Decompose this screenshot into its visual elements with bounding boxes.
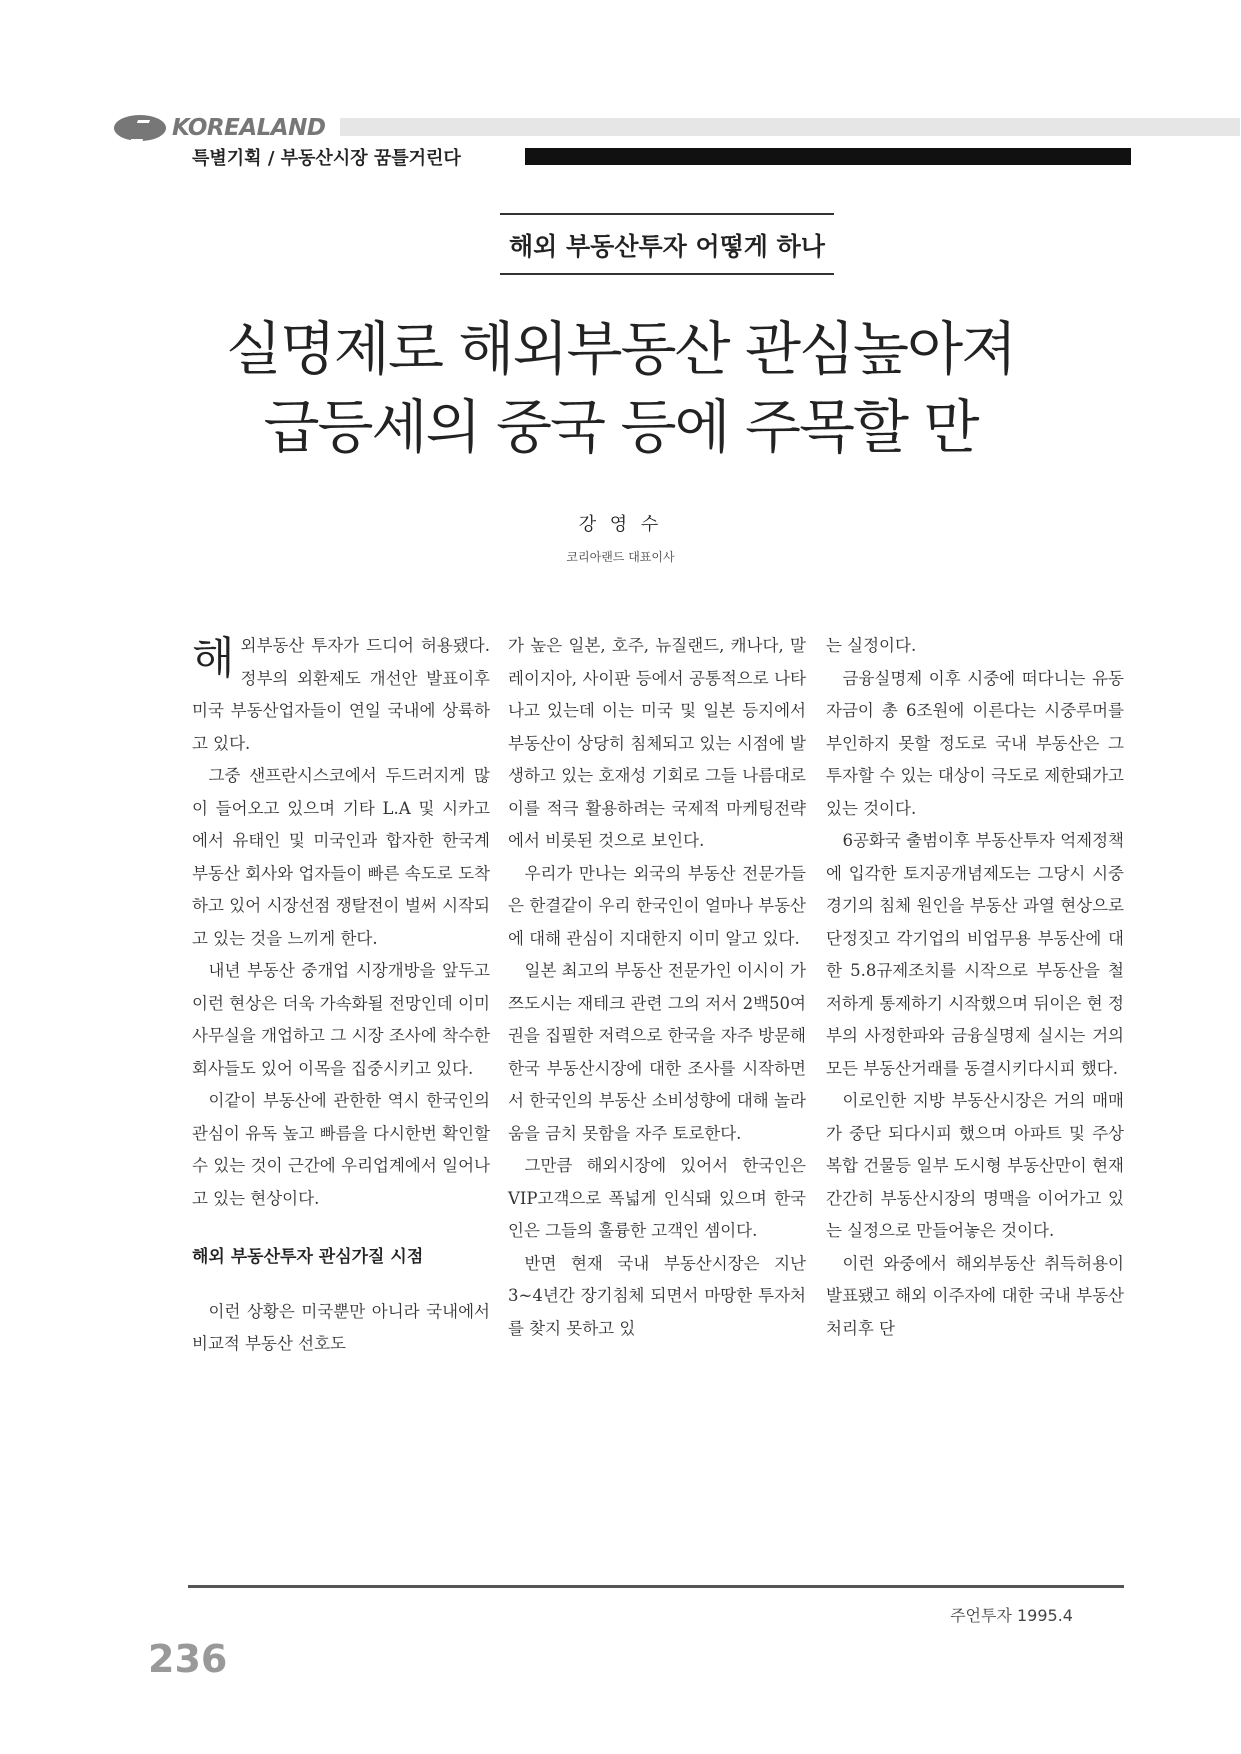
- section-title: 특별기획 / 부동산시장 꿈틀거린다: [192, 148, 461, 169]
- paragraph: 내년 부동산 중개업 시장개방을 앞두고 이런 현상은 더욱 가속화될 전망인데 이미 사무실을 개업하고 그 시장 조사에 착수한 회사들도 있어 이목을 집중시키고 있다.: [192, 961, 490, 1078]
- logo-text: KOREALAND: [172, 115, 326, 141]
- column-2: [508, 630, 806, 1345]
- subtitle-box: [500, 213, 834, 275]
- paragraph: 그중 샌프란시스코에서 두드러지게 많이 들어오고 있으며 기타 L.A 및 시카고에서 유태인 및 미국인과 합자한 한국계 부동산 회사와 업자들이 빠른 속도로 도착하고 있어 시장선점 쟁탈전이 벌써 시작되고 있는 것을 느끼게 한다.: [192, 766, 490, 948]
- publication-info: 주언투자 1995.4: [950, 1606, 1073, 1625]
- paragraph: 는 실정이다.: [826, 636, 917, 655]
- paragraph: 우리가 만나는 외국의 부동산 전문가들은 한결같이 우리 한국인이 얼마나 부동산에 대해 관심이 지대한지 이미 알고 있다.: [508, 863, 806, 948]
- paragraph: 이로인한 지방 부동산시장은 거의 매매가 중단 되다시피 했으며 아파트 및 주상복합 건물등 일부 도시형 부동산만이 현재 간간히 부동산시장의 명맥을 이어가고 있는 실정으로 만들어놓은 것이다.: [826, 1091, 1124, 1240]
- drop-cap: 해: [192, 633, 235, 684]
- korealand-logo-icon: [114, 115, 166, 141]
- header-gray-bar: [340, 118, 1240, 136]
- author-name: 강 영 수: [578, 514, 663, 535]
- korealand-logo: [114, 113, 325, 143]
- paragraph: [192, 630, 490, 760]
- paragraph: 이런 상황은 미국뿐만 아니라 국내에서 비교적 부동산 선호도: [192, 1301, 490, 1353]
- headline-line-1: 실명제로 해외부동산 관심높아져: [225, 315, 1016, 383]
- header-black-bar: [525, 148, 1131, 165]
- headline: [0, 310, 1241, 466]
- paragraph: 이같이 부동산에 관한한 역시 한국인의 관심이 유독 높고 빠름을 다시한번 확인할 수 있는 것이 근간에 우리업계에서 일어나고 있는 현상이다.: [192, 1091, 490, 1208]
- paragraph: 6공화국 출범이후 부동산투자 억제정책에 입각한 토지공개념제도는 그당시 시중경기의 침체 원인을 부동산 과열 현상으로 단정짓고 각기업의 비업무용 부동산에 대한 5.8규제조치를 시작으로 부동산을 철저하게 통제하기 시작했으며 뒤이은 현 정부의 사정한파와 금융실명제 실시는 거의 모든 부동산거래를 동결시키다시피 했다.: [826, 831, 1124, 1078]
- column-1: [192, 630, 490, 1361]
- paragraph: 금융실명제 이후 시중에 떠다니는 유동자금이 총 6조원에 이른다는 시중루머를 부인하지 못할 정도로 국내 부동산은 그 투자할 수 있는 대상이 극도로 제한돼가고 있는 것이다.: [826, 668, 1124, 818]
- column-3: [826, 630, 1124, 1345]
- section-heading: 해외 부동산투자 관심가질 시점: [192, 1247, 424, 1267]
- paragraph-text: 외부동산 투자가 드디어 허용됐다. 정부의 외환제도 개선안 발표이후 미국 부동산업자들이 연일 국내에 상륙하고 있다.: [192, 636, 490, 753]
- footer-rule: [188, 1585, 1124, 1588]
- author-title: 코리아랜드 대표이사: [566, 550, 675, 564]
- paragraph: 가 높은 일본, 호주, 뉴질랜드, 캐나다, 말레이지아, 사이판 등에서 공통적으로 나타나고 있는데 이는 미국 및 일본 등지에서 부동산이 상당히 침체되고 있는 시점에 발생하고 있는 호재성 기회로 그들 나름대로 이를 적극 활용하려는 국제적 마케팅전략에서 비롯된 것으로 보인다.: [508, 636, 806, 850]
- paragraph: 일본 최고의 부동산 전문가인 이시이 가쯔도시는 재테크 관련 그의 저서 2백50여권을 집필한 저력으로 한국을 자주 방문해 한국 부동산시장에 대한 조사를 시작하면서 한국인의 부동산 소비성향에 대해 놀라움을 금치 못함을 자주 토로한다.: [508, 961, 806, 1143]
- paragraph: 그만큼 해외시장에 있어서 한국인은 VIP고객으로 폭넓게 인식돼 있으며 한국인은 그들의 훌륭한 고객인 셈이다.: [508, 1156, 806, 1240]
- subtitle: 해외 부동산투자 어떻게 하나: [509, 232, 825, 261]
- paragraph: 반면 현재 국내 부동산시장은 지난 3~4년간 장기침체 되면서 마땅한 투자처를 찾지 못하고 있: [508, 1253, 806, 1338]
- paragraph: 이런 와중에서 해외부동산 취득허용이 발표됐고 해외 이주자에 대한 국내 부동산 처리후 단: [826, 1253, 1124, 1338]
- page-number: 236: [148, 1637, 228, 1681]
- headline-line-2: 급등세의 중국 등에 주목할 만: [263, 393, 978, 461]
